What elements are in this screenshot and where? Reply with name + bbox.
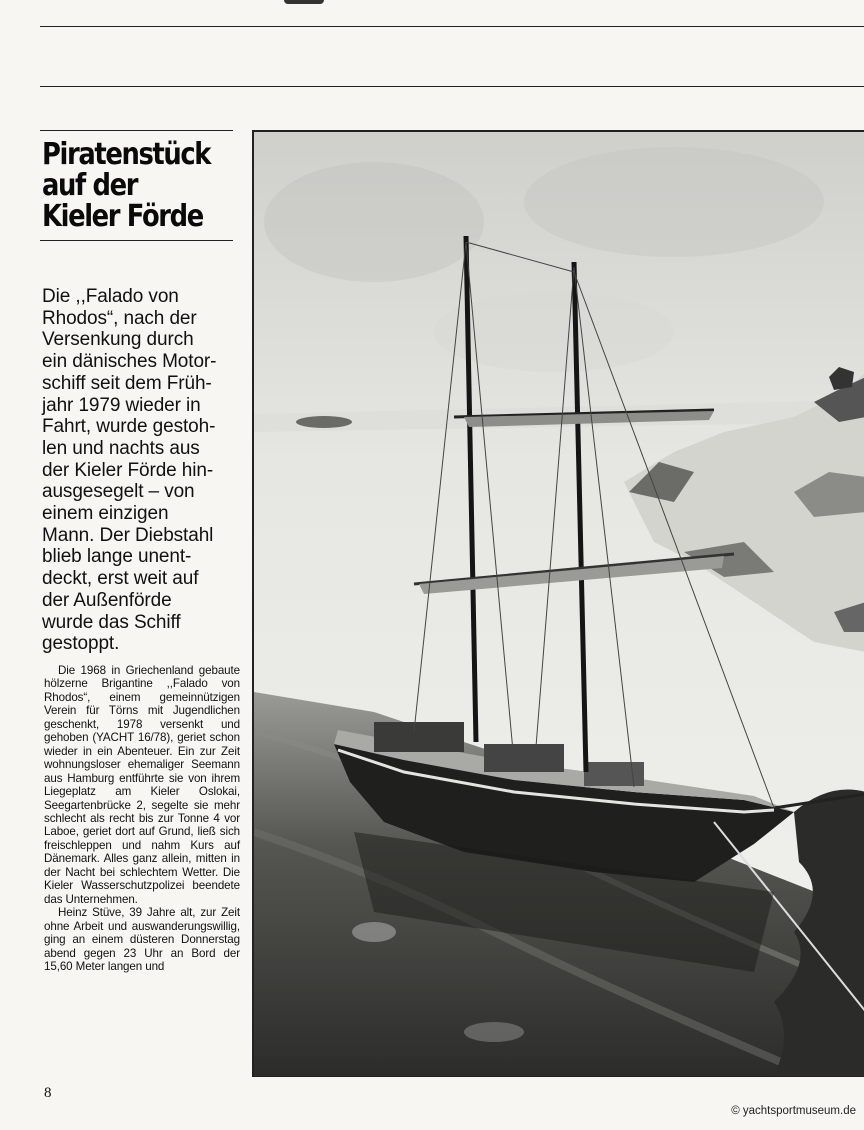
body-paragraph-2: Heinz Stüve, 39 Jahre alt, zur Zeit ohne Arbeit und auswanderungswillig, ging an einem düsteren Donnerstag abend gegen 23 Uhr an Bord der 15,60 Meter langen und: [44, 906, 240, 973]
lead-line: der Kieler Förde hin-: [42, 459, 214, 481]
lead-line: jahr 1979 wieder in: [42, 394, 201, 416]
lead-line: len und nachts aus: [42, 437, 200, 459]
body-paragraph-1: Die 1968 in Griechenland gebaute hölzerne Brigantine ,,Falado von Rhodos“, einem gemeinnützigen Verein für Törns mit Jugendlichen geschenkt, 1978 versenkt und gehoben (YACHT 16/78), geriet schon wieder in ein Abenteuer. Ein zur Zeit wohnungsloser ehemaliger Seemann aus Hamburg entführte sie von ihrem Liegeplatz am Kieler Oslokai, Seegartenbrücke 2, segelte sie mehr schlecht als recht bis zur Tonne 4 vor Laboe, geriet dort auf Grund, ließ sich freischleppen und nahm Kurs auf Dänemark. Alles ganz allein, mitten in der Nacht bei schlechtem Wetter. Die Kieler Wasserschutzpolizei beendete das Unternehmen.: [44, 664, 240, 906]
headline: [42, 139, 236, 232]
lead-paragraph: [42, 286, 242, 655]
headline-line-2: auf der: [42, 168, 138, 203]
copyright-notice: © yachtsportmuseum.de: [731, 1105, 856, 1117]
page-number: 8: [44, 1085, 52, 1101]
ship-photo-illustration: [254, 132, 864, 1076]
top-rule: [40, 26, 864, 27]
lead-line: Rhodos“, nach der: [42, 307, 197, 329]
headline-top-rule: [40, 130, 233, 131]
lead-line: deckt, erst weit auf: [42, 568, 199, 590]
headline-box: [40, 130, 233, 241]
headline-line-1: Piratenstück: [42, 137, 211, 172]
article-body: [44, 664, 240, 973]
lead-line: schiff seit dem Früh-: [42, 372, 212, 394]
lead-line: Versenkung durch: [42, 329, 194, 351]
lead-line: Fahrt, wurde gestoh-: [42, 416, 216, 438]
ship-photo: [252, 130, 864, 1077]
lead-line: wurde das Schiff: [42, 611, 181, 633]
header-rule: [40, 86, 864, 87]
lead-line: ein dänisches Motor-: [42, 351, 217, 373]
lead-line: Mann. Der Diebstahl: [42, 524, 214, 546]
lead-line: Die ,,Falado von: [42, 286, 179, 307]
headline-line-3: Kieler Förde: [42, 199, 203, 234]
lead-line: der Außenförde: [42, 589, 172, 611]
lead-line: einem einzigen: [42, 503, 169, 525]
headline-bottom-rule: [40, 240, 233, 241]
lead-line: gestoppt.: [42, 633, 120, 655]
lead-line: ausgesegelt – von: [42, 481, 195, 503]
lead-line: blieb lange unent-: [42, 546, 192, 568]
print-mark: [284, 0, 324, 4]
